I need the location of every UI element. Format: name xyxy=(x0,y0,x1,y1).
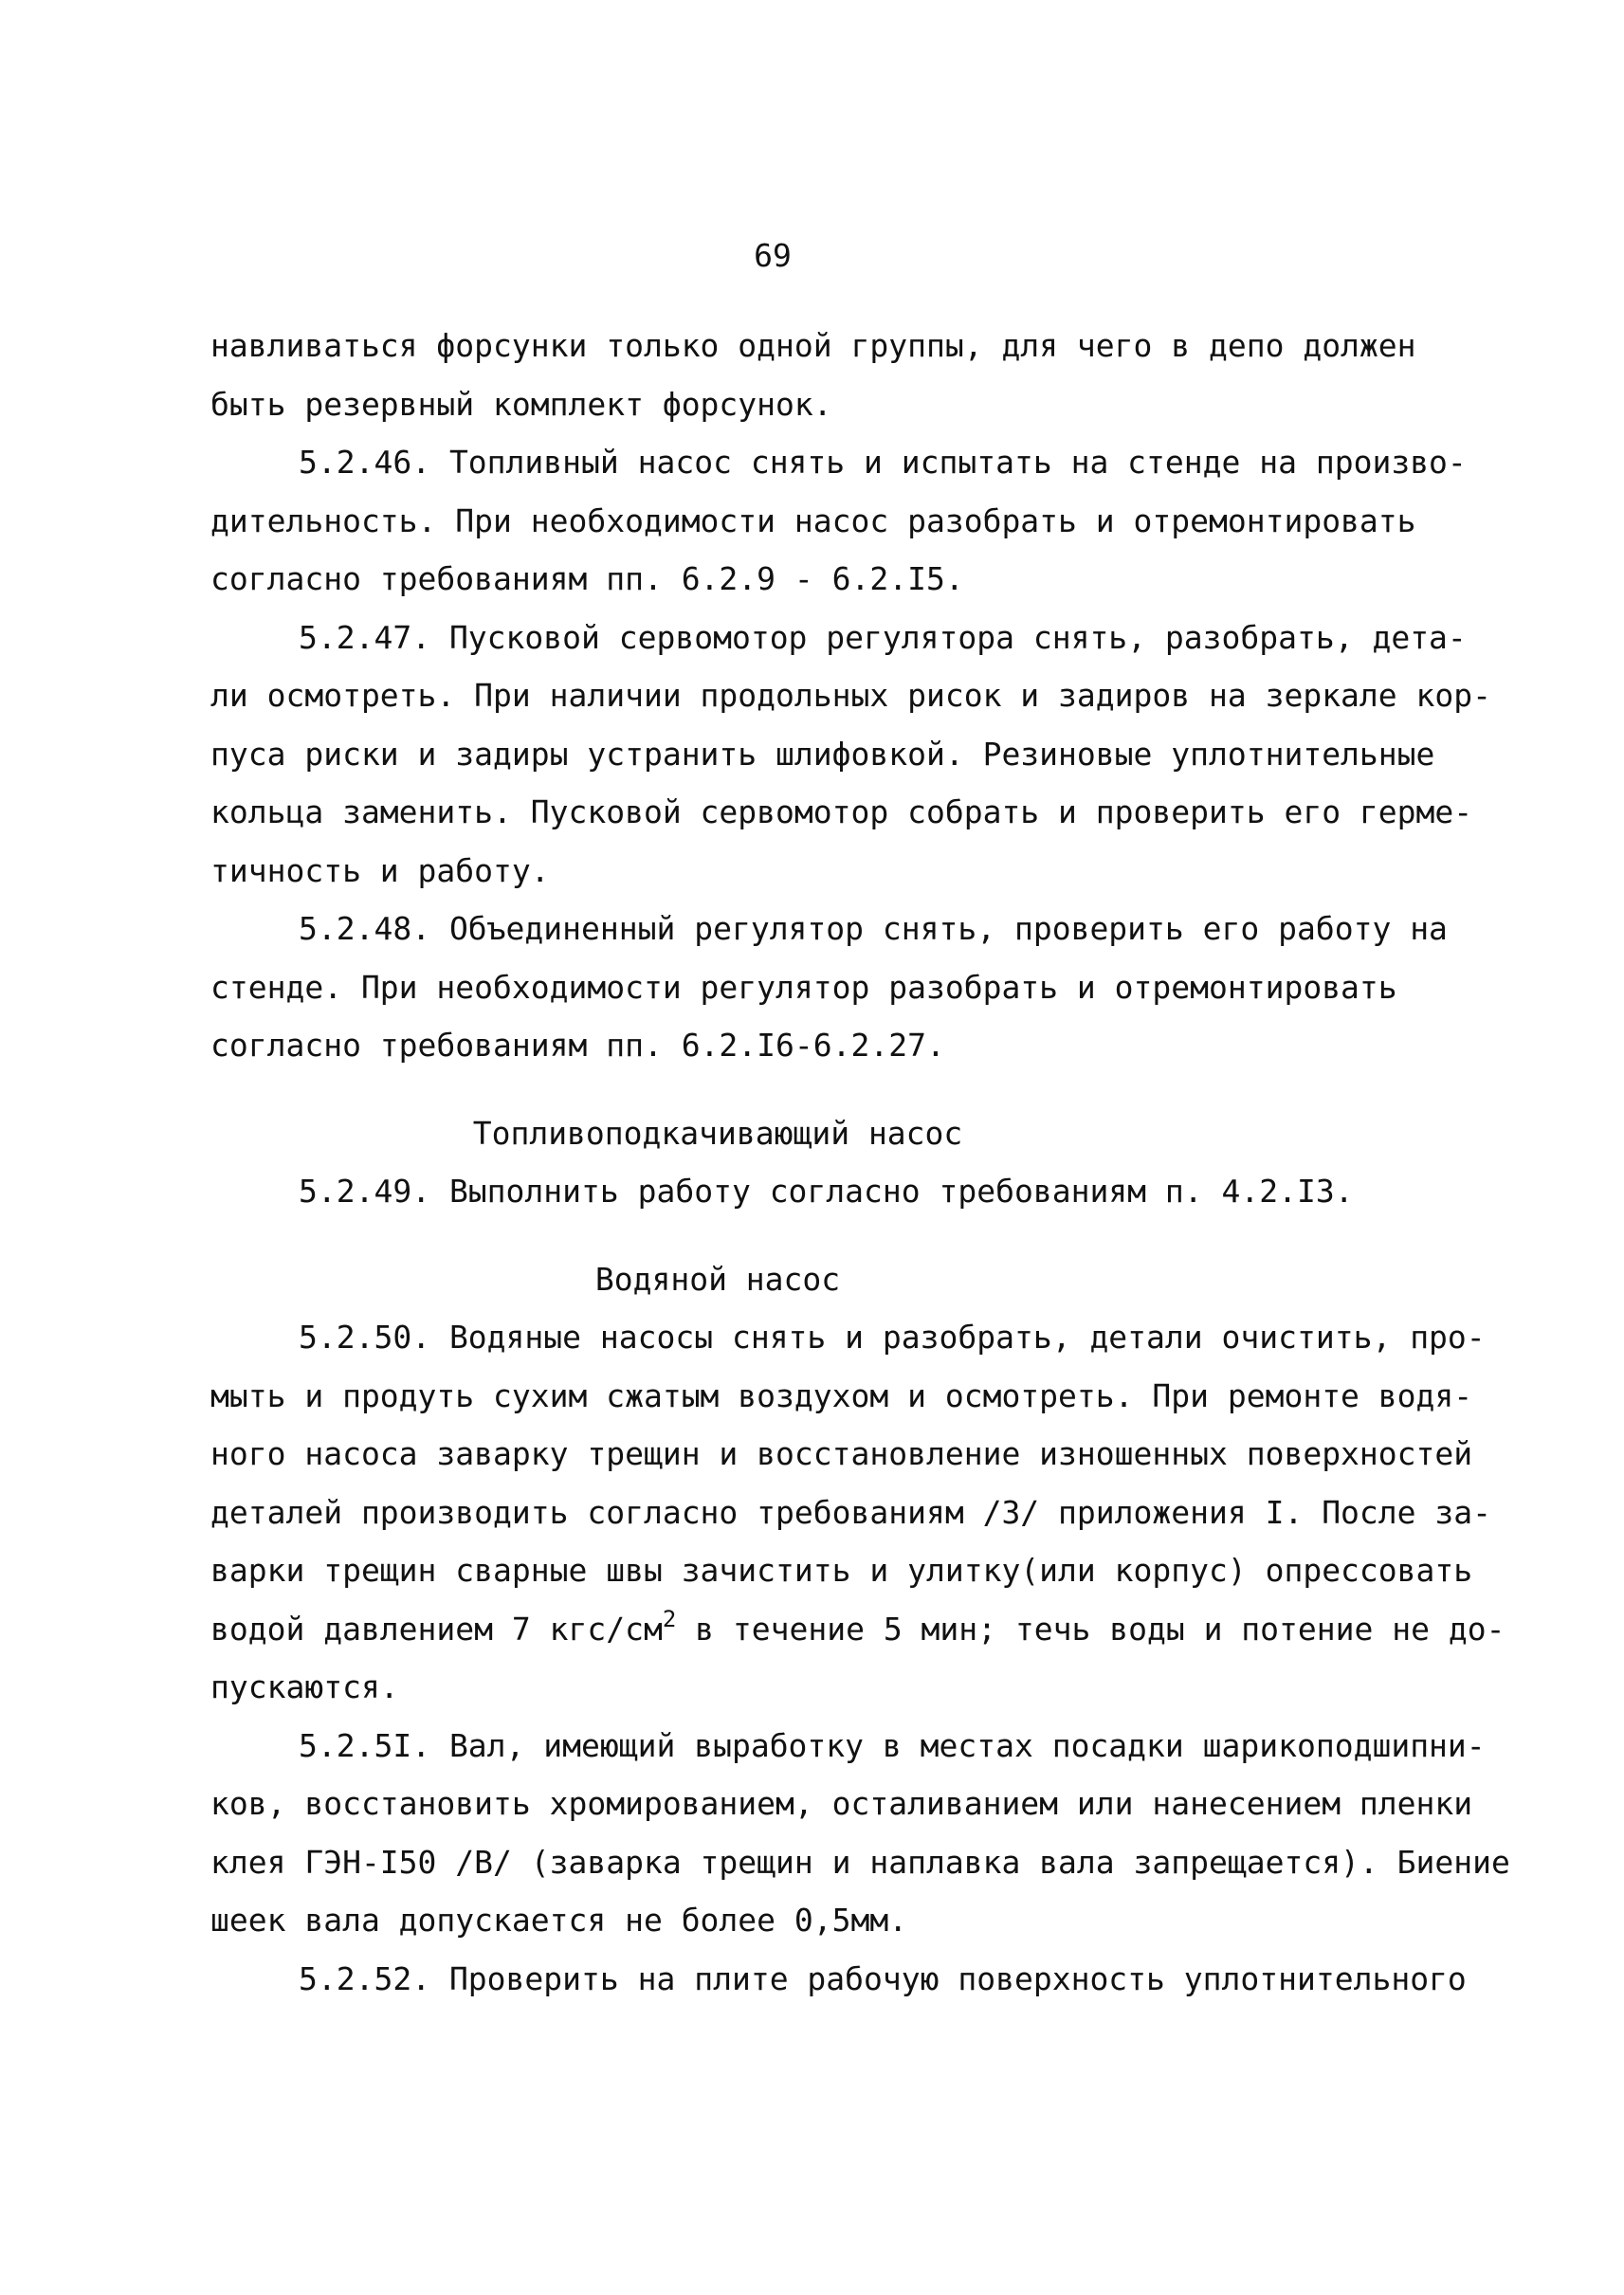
text-line: пуса риски и задиры устранить шлифовкой. Резиновые уплотнительные xyxy=(210,735,1435,773)
text-line: навливаться форсунки только одной группы, для чего в депо должен xyxy=(210,327,1416,364)
section-heading-water-pump: Водяной насос xyxy=(594,1260,841,1298)
text-line: пускаются. xyxy=(210,1668,399,1705)
text-line: 5.2.48. Объединенный регулятор снять, проверить его работу на xyxy=(299,910,1448,947)
text-line: 5.2.46. Топливный насос снять и испытать на стенде на произво- xyxy=(299,444,1467,481)
text-line: 5.2.50. Водяные насосы снять и разобрать, детали очистить, про- xyxy=(299,1319,1486,1356)
document-body xyxy=(210,317,1510,2008)
text-line: 5.2.49. Выполнить работу согласно требованиям п. 4.2.I3. xyxy=(299,1173,1354,1210)
text-line: мыть и продуть сухим сжатым воздухом и осмотреть. При ремонте водя- xyxy=(210,1376,1473,1414)
paragraph-intro xyxy=(210,317,1481,433)
text-line: 5.2.52. Проверить на плите рабочую поверхность уплотнительного xyxy=(299,1959,1467,1997)
text-line: клея ГЭН-I50 /В/ (заварка трещин и наплавка вала запрещается). Биение xyxy=(210,1843,1510,1881)
text-fragment: в течение 5 мин; течь воды и потение не до- xyxy=(676,1610,1505,1648)
text-line xyxy=(210,1600,1505,1659)
spacer xyxy=(210,1075,1481,1104)
text-line: варки трещин сварные швы зачистить и улитку(или корпус) опрессовать xyxy=(210,1552,1473,1589)
text-line: ков, восстановить хромированием, осталиванием или нанесением пленки xyxy=(210,1785,1473,1822)
section-heading-fuel-pump: Топливоподкачивающий насос xyxy=(472,1114,963,1152)
text-line: согласно требованиям пп. 6.2.9 - 6.2.I5. xyxy=(210,560,964,597)
paragraph-5-2-50 xyxy=(210,1308,1505,1717)
paragraph-5-2-49 xyxy=(210,1162,1481,1221)
text-line: согласно требованиям пп. 6.2.I6-6.2.27. xyxy=(210,1027,945,1064)
text-line: кольца заменить. Пусковой сервомотор собрать и проверить его герме- xyxy=(210,793,1473,830)
page-number: 69 xyxy=(754,237,792,274)
superscript: 2 xyxy=(662,1605,677,1632)
text-line: дительность. При необходимости насос разобрать и отремонтировать xyxy=(210,501,1416,539)
text-line: быть резервный комплект форсунок. xyxy=(210,385,832,423)
text-line: тичность и работу. xyxy=(210,851,550,889)
text-line: 5.2.47. Пусковой сервомотор регулятора снять, разобрать, дета- xyxy=(299,618,1467,656)
text-line: ли осмотреть. При наличии продольных рисок и задиров на зеркале кор- xyxy=(210,677,1492,714)
text-line: шеек вала допускается не более 0,5мм. xyxy=(210,1902,908,1939)
paragraph-5-2-47 xyxy=(210,609,1492,901)
text-line: ного насоса заварку трещин и восстановление изношенных поверхностей xyxy=(210,1435,1473,1472)
text-line: 5.2.5I. Вал, имеющий выработку в местах посадки шарикоподшипни- xyxy=(299,1726,1486,1764)
text-fragment: водой давлением 7 кгс/см xyxy=(210,1610,663,1648)
spacer xyxy=(210,1221,1481,1250)
text-line: деталей производить согласно требованиям /3/ приложения I. После за- xyxy=(210,1493,1492,1531)
paragraph-5-2-51 xyxy=(210,1717,1510,1950)
paragraph-5-2-52 xyxy=(210,1950,1481,2009)
paragraph-5-2-46 xyxy=(210,433,1481,609)
paragraph-5-2-48 xyxy=(210,900,1481,1075)
text-line: стенде. При необходимости регулятор разобрать и отремонтировать xyxy=(210,968,1397,1006)
